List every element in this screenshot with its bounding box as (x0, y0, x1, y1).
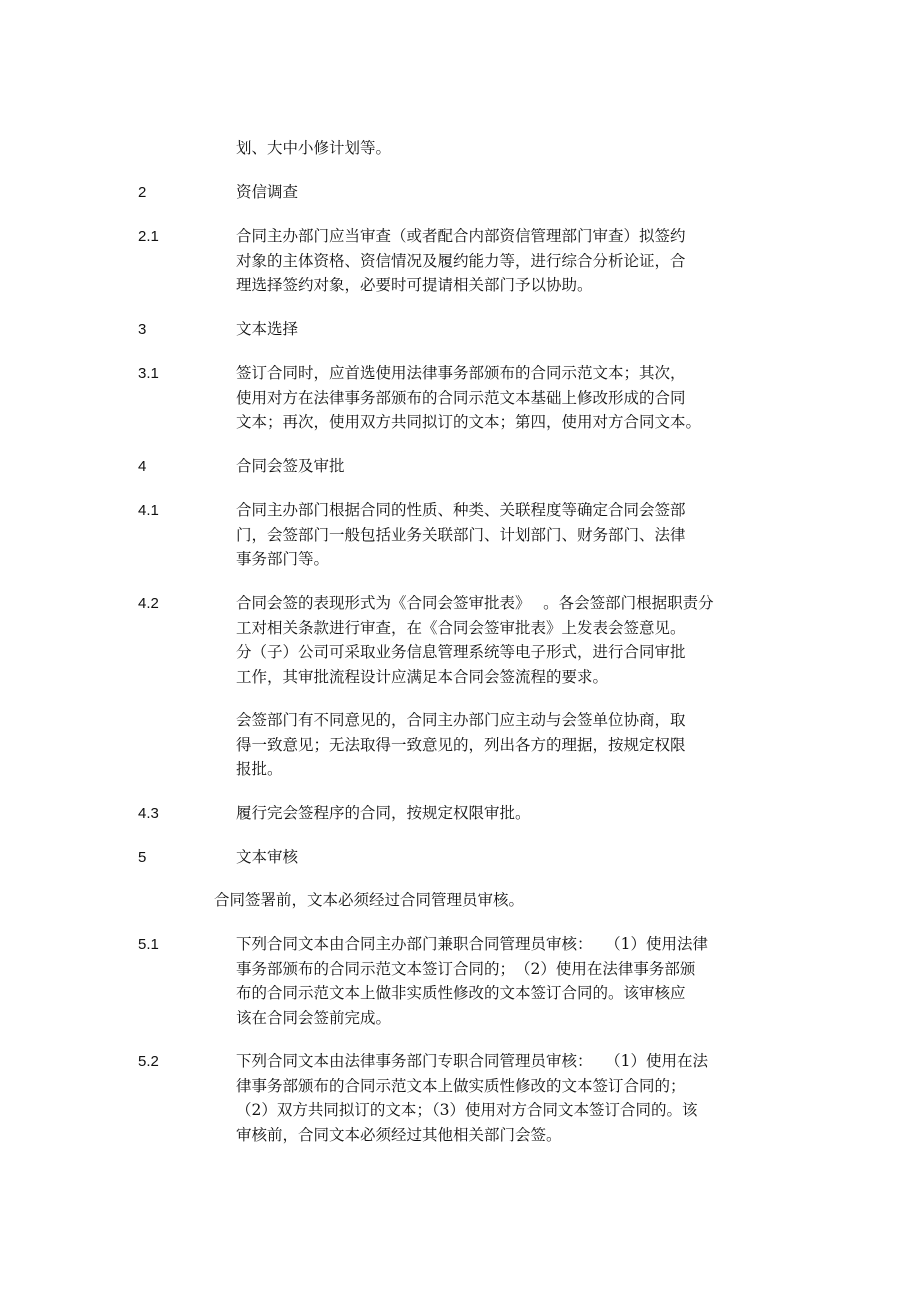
paragraph-line: 下列合同文本由合同主办部门兼职合同管理员审核： （1）使用法律 (236, 935, 709, 953)
paragraph-line: 合同主办部门应当审查（或者配合内部资信管理部门审查）拟签约 (236, 227, 686, 245)
paragraph-line: 合同签署前，文本必须经过合同管理员审核。 (214, 891, 525, 909)
section-number: 4 (138, 458, 147, 475)
paragraph-line: 文本审核 (236, 848, 299, 866)
paragraph-line: 会签部门有不同意见的，合同主办部门应主动与会签单位协商，取 (236, 711, 686, 729)
paragraph-line: 资信调查 (236, 183, 299, 201)
paragraph-line: 使用对方在法律事务部颁布的合同示范文本基础上修改形成的合同 (236, 388, 686, 407)
section-number: 3.1 (138, 365, 159, 382)
section-number: 4.2 (138, 595, 159, 612)
section-paragraph (236, 932, 796, 1030)
paragraph-line: 理选择签约对象，必要时可提请相关部门予以协助。 (236, 276, 593, 294)
section-paragraph (236, 361, 796, 435)
paragraph-line: 下列合同文本由法律事务部门专职合同管理员审核： （1）使用在法 (236, 1052, 709, 1070)
section-number: 2 (138, 184, 147, 201)
paragraph-line: 工对相关条款进行审查，在《合同会签审批表》上发表会签意见。 (236, 618, 686, 637)
section-paragraph (236, 708, 796, 782)
section-paragraph (236, 136, 796, 161)
paragraph-line: 工作，其审批流程设计应满足本合同会签流程的要求。 (236, 667, 609, 686)
paragraph-line: 事务部颁布的合同示范文本签订合同的； （2）使用在法律事务部颁 (236, 959, 696, 978)
section-number: 5 (138, 849, 147, 866)
paragraph-line: 该在合同会签前完成。 (236, 1008, 392, 1027)
paragraph-line: 履行完会签程序的合同，按规定权限审批。 (236, 804, 531, 822)
section-paragraph (236, 591, 796, 689)
section-paragraph (236, 498, 796, 572)
section-number: 4.1 (138, 502, 159, 519)
paragraph-line: 门，会签部门一般包括业务关联部门、计划部门、财务部门、法律 (236, 525, 686, 544)
paragraph-line: 布的合同示范文本上做非实质性修改的文本签订合同的。该审核应 (236, 984, 686, 1002)
paragraph-line: 文本；再次，使用双方共同拟订的文本；第四，使用对方合同文本。 (236, 413, 702, 431)
paragraph-line: 合同会签的表现形式为《合同会签审批表》 。各会签部门根据职责分 (236, 594, 714, 612)
paragraph-line: 合同会签及审批 (236, 457, 345, 475)
paragraph-line: 律事务部颁布的合同示范文本上做实质性修改的文本签订合同的； (236, 1076, 686, 1095)
paragraph-line: 事务部门等。 (236, 550, 330, 568)
paragraph-line: 文本选择 (236, 320, 299, 338)
section-paragraph (236, 224, 796, 298)
section-paragraph (214, 888, 774, 913)
section-number: 5.1 (138, 936, 159, 953)
section-number: 2.1 (138, 228, 159, 245)
section-paragraph (236, 180, 796, 205)
section-number: 4.3 (138, 805, 159, 822)
paragraph-line: 合同主办部门根据合同的性质、种类、关联程度等确定合同会签部 (236, 501, 686, 519)
paragraph-line: （2）双方共同拟订的文本；（3）使用对方合同文本签订合同的。该 (236, 1101, 698, 1119)
section-paragraph (236, 845, 796, 870)
section-number: 5.2 (138, 1053, 159, 1070)
paragraph-line: 得一致意见；无法取得一致意见的，列出各方的理据，按规定权限 (236, 735, 686, 754)
paragraph-line: 分（子）公司可采取业务信息管理系统等电子形式，进行合同审批 (236, 643, 686, 661)
section-number: 3 (138, 321, 147, 338)
paragraph-line: 报批。 (236, 760, 283, 778)
section-paragraph (236, 454, 796, 479)
paragraph-line: 划、大中小修计划等。 (236, 139, 392, 157)
section-paragraph (236, 1049, 796, 1147)
paragraph-line: 签订合同时，应首选使用法律事务部颁布的合同示范文本；其次， (236, 364, 686, 382)
section-paragraph (236, 801, 796, 826)
section-paragraph (236, 317, 796, 342)
paragraph-line: 审核前，合同文本必须经过其他相关部门会签。 (236, 1125, 562, 1144)
paragraph-line: 对象的主体资格、资信情况及履约能力等，进行综合分析论证，合 (236, 251, 686, 270)
